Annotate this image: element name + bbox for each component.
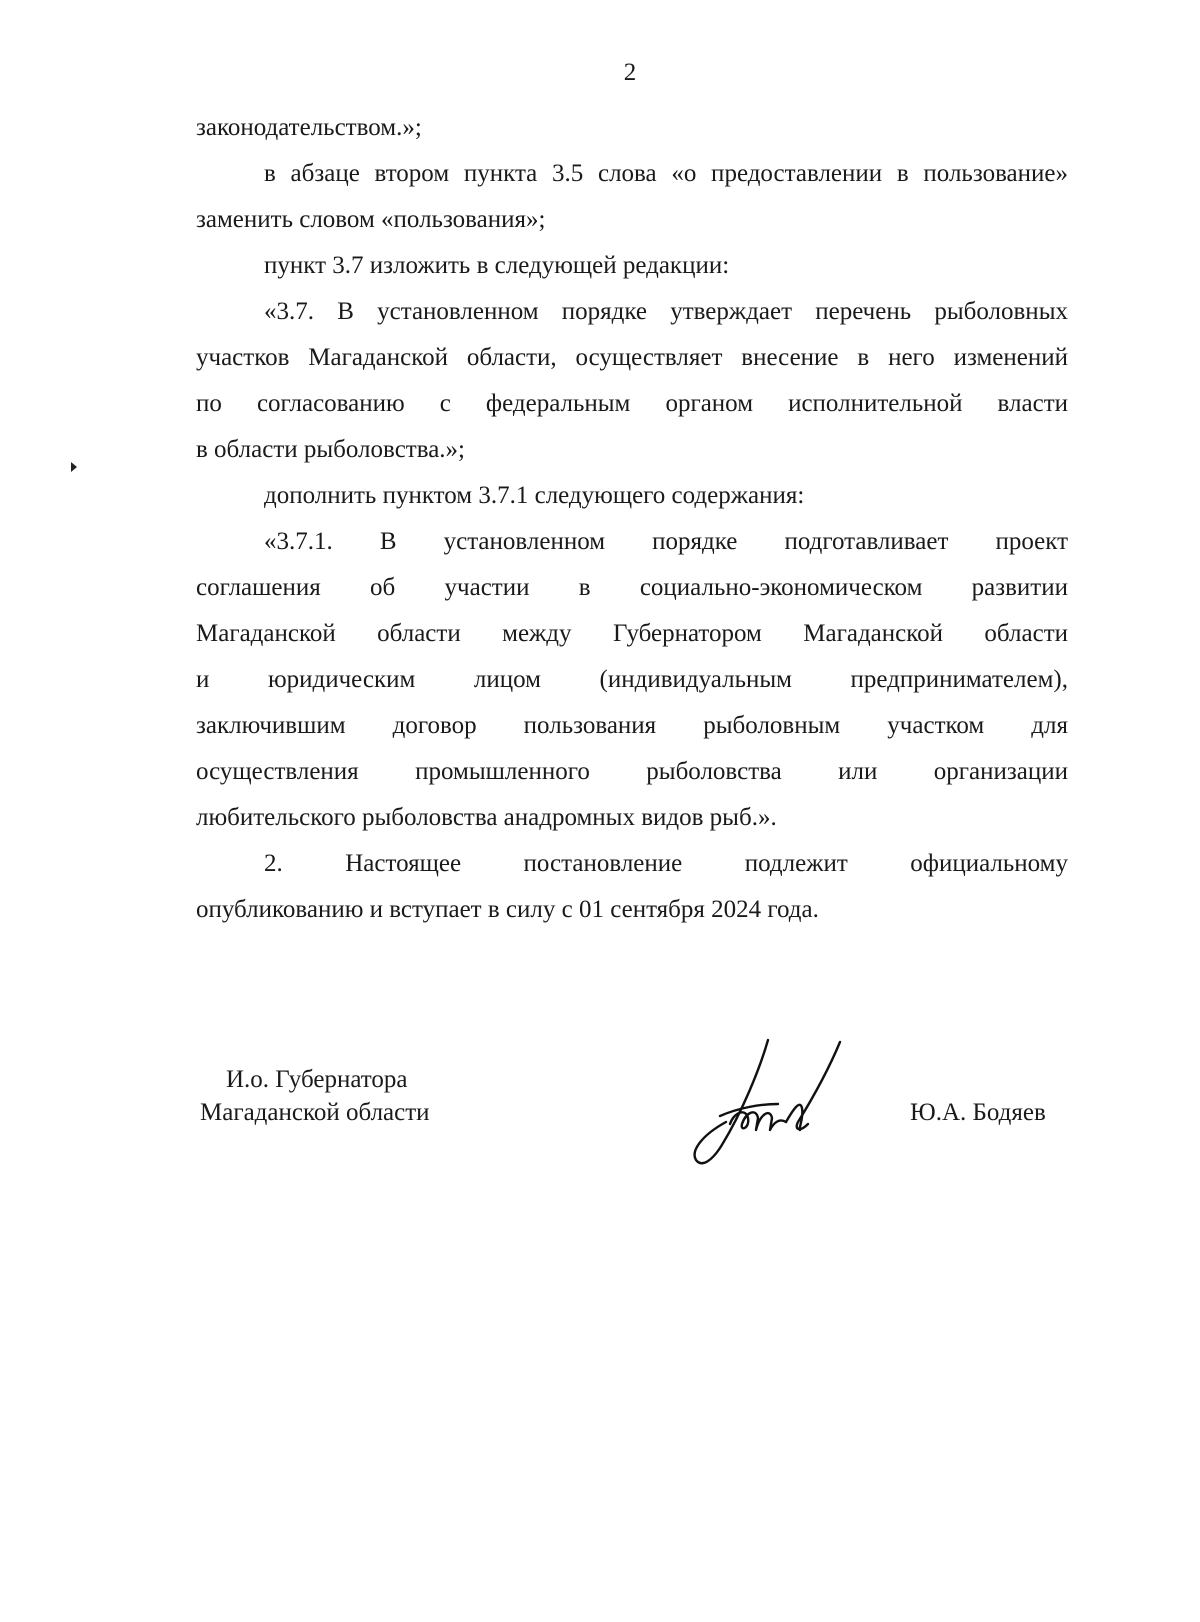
body-line: опубликованию и вступает в силу с 01 сентября 2024 года.: [196, 896, 819, 923]
body-line: любительского рыболовства анадромных видов рыб.».: [196, 804, 777, 831]
body-line: осуществления промышленного рыболовства или организации: [196, 758, 1068, 785]
body-line: 2. Настоящее постановление подлежит официальному: [264, 850, 1068, 877]
body-line: участков Магаданской области, осуществляет внесение в него изменений: [196, 344, 1068, 371]
signatory-title: [200, 1063, 430, 1129]
body-line: Магаданской области между Губернатором Магаданской области: [196, 620, 1068, 647]
page-number: 2: [623, 59, 637, 86]
body-line: законодательством.»;: [196, 114, 422, 141]
signatory-title-line: И.о. Губернатора: [226, 1066, 408, 1093]
signatory-title-line: Магаданской области: [200, 1099, 430, 1126]
body-line: «3.7. В установленном порядке утверждает перечень рыболовных: [264, 298, 1068, 325]
handwritten-signature: [690, 1038, 860, 1168]
signer-name: Ю.А. Бодяев: [910, 1099, 1046, 1126]
body-line: по согласованию с федеральным органом исполнительной власти: [196, 390, 1068, 417]
body-line: в абзаце втором пункта 3.5 слова «о предоставлении в пользование»: [264, 160, 1068, 187]
body-line: в области рыболовства.»;: [196, 436, 465, 463]
document-body: [196, 105, 1068, 933]
body-line: и юридическим лицом (индивидуальным предпринимателем),: [196, 666, 1068, 693]
body-line: пункт 3.7 изложить в следующей редакции:: [264, 252, 730, 279]
body-line: «3.7.1. В установленном порядке подготавливает проект: [264, 528, 1068, 555]
body-line: заменить словом «пользования»;: [196, 206, 546, 233]
margin-mark-icon: [70, 462, 78, 472]
body-line: соглашения об участии в социально-экономическом развитии: [196, 574, 1068, 601]
body-line: дополнить пунктом 3.7.1 следующего содержания:: [264, 482, 805, 509]
body-line: заключившим договор пользования рыболовным участком для: [196, 712, 1068, 739]
